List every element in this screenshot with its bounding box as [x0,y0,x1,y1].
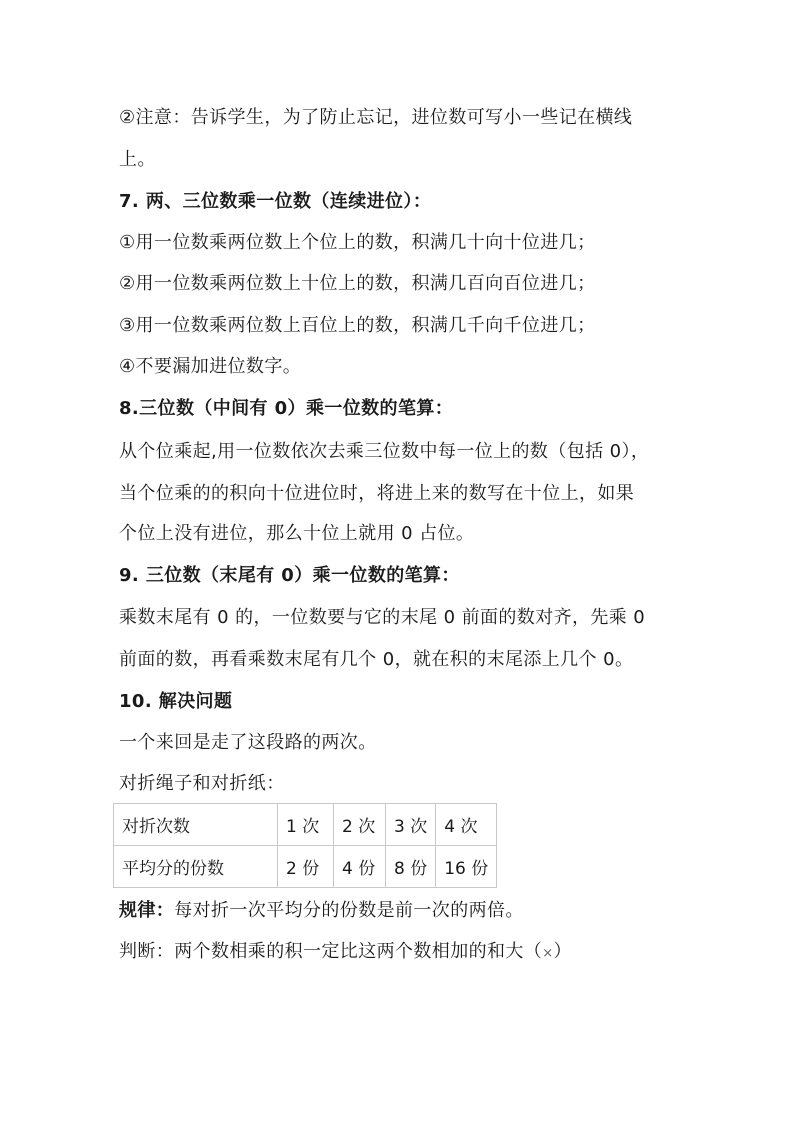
table-cell: 3 次 [386,804,436,846]
cross-mark: × [542,946,554,961]
section-9-para-line-2: 前面的数，再看乘数末尾有几个 0，就在积的末尾添上几个 0。 [119,649,634,670]
table-cell: 平均分的份数 [114,846,278,888]
judge-line [119,940,572,966]
section-7-step-1: ①用一位数乘两位数上个位上的数，积满几十向十位进几； [119,232,596,253]
table-cell: 4 次 [436,804,497,846]
table-cell: 对折次数 [114,804,278,846]
section-10-heading: 10. 解决问题 [119,691,233,712]
table-cell: 2 次 [334,804,386,846]
note-2-line-1: ②注意：告诉学生，为了防止忘记，进位数可写小一些记在横线 [119,107,633,128]
table-cell: 1 次 [278,804,334,846]
section-7-step-3: ③用一位数乘两位数上百位上的数，积满几千向千位进几； [119,315,596,336]
section-10-para-line-2: 对折绳子和对折纸： [119,773,285,794]
section-8-heading: 8.三位数（中间有 0）乘一位数的笔算： [119,398,454,419]
rule-text: 每对折一次平均分的份数是前一次的两倍。 [174,900,524,921]
section-9-para-line-1: 乘数末尾有 0 的，一位数要与它的末尾 0 前面的数对齐，先乘 0 [119,607,646,628]
table-cell: 2 份 [278,846,334,888]
section-7-step-4: ④不要漏加进位数字。 [119,356,302,377]
section-8-para-line-1: 从个位乘起,用一位数依次去乘三位数中每一位上的数（包括 0）， [119,441,650,462]
section-9-heading: 9. 三位数（末尾有 0）乘一位数的笔算： [119,565,460,586]
judge-close: ） [553,941,572,962]
table-row [114,846,497,888]
rule-line [119,899,524,923]
section-8-para-line-3: 个位上没有进位，那么十位上就用 0 占位。 [119,523,475,544]
folding-table [113,803,497,888]
section-10-para-line-1: 一个来回是走了这段路的两次。 [119,732,377,753]
section-7-heading: 7. 两、三位数乘一位数（连续进位）： [119,191,432,212]
note-2-line-2: 上。 [119,149,156,170]
section-8-para-line-2: 当个位乘的的积向十位进位时，将进上来的数写在十位上，如果 [119,483,635,504]
table-cell: 16 份 [436,846,497,888]
table-cell: 4 份 [334,846,386,888]
table-cell: 8 份 [386,846,436,888]
table-row [114,804,497,846]
judge-text: 判断：两个数相乘的积一定比这两个数相加的和大（ [119,941,543,962]
section-7-step-2: ②用一位数乘两位数上十位上的数，积满几百向百位进几； [119,273,596,294]
rule-label: 规律： [119,900,175,921]
